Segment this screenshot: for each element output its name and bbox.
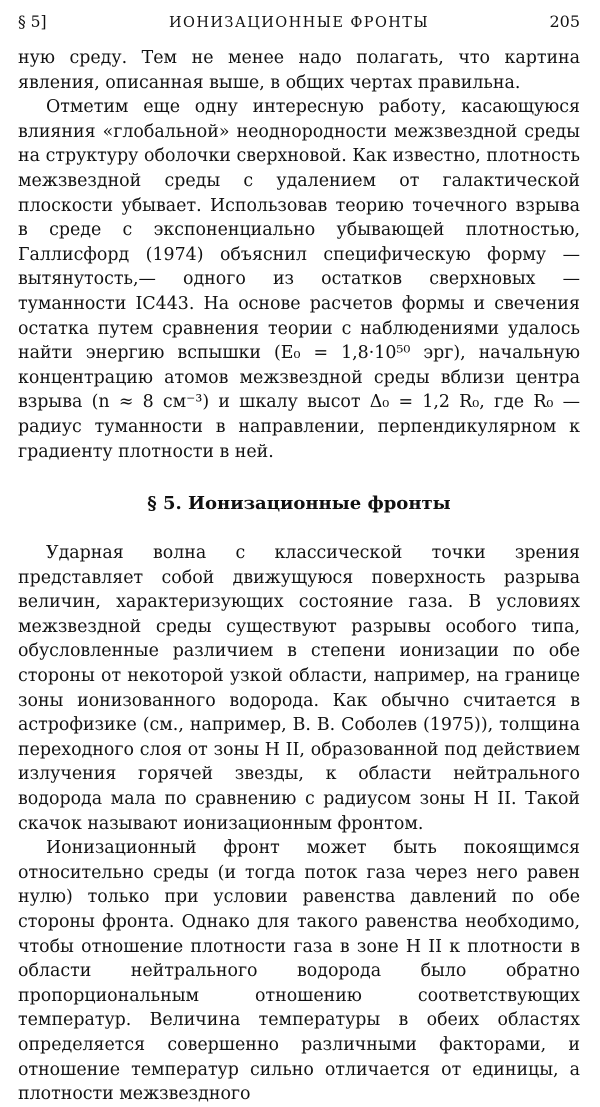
section-heading: § 5. Ионизационные фронты — [147, 493, 451, 515]
book-page — [18, 12, 580, 1107]
paragraph-gallisford: Отметим еще одну интересную работу, касающуюся влияния «глобальной» неоднородности межзвездной среды на структуру оболочки сверхновой. Как известно, плотность межзвездной среды с удалением от галактической плоскости убывает. Использовав теорию точечного взрыва в среде с экспоненциально убывающей плотностью, Галлисфорд (1974) объяснил специфическую форму — вытянутость,— одного из остатков сверхновых — туманности IC443. На основе расчетов формы и свечения остатка путем сравнения теории с наблюдениями удалось найти энергию вспышки (E₀ = 1,8·10⁵⁰ эрг), начальную концентрацию атомов межзвездной среды вблизи центра взрыва (n ≈ 8 см⁻³) и шкалу высот Δ₀ = 1,2 R₀, где R₀ — радиус туманности в направлении, перпендикулярном к градиенту плотности в ней. — [18, 97, 580, 462]
running-title: ИОНИЗАЦИОННЫЕ ФРОНТЫ — [168, 15, 430, 31]
running-header — [18, 12, 580, 46]
paragraph-continuation: ную среду. Тем не менее надо полагать, что картина явления, описанная выше, в общих чертах правильна. — [18, 48, 580, 93]
paragraph-ionization-front: Ионизационный фронт может быть покоящимся относительно среды (и тогда поток газа через него равен нулю) только при условии равенства давлений по обе стороны фронта. Однако для такого равенства необходимо, чтобы отношение плотности газа в зоне H II к плотности в области нейтрального водорода было обратно пропорциональным отношению соответствующих температур. Величина температуры в обеих областях определяется совершенно различными факторами, и отношение температур сильно отличается от единицы, а плотности межзвездного — [18, 838, 580, 1105]
paragraph-shock-wave: Ударная волна с классической точки зрения представляет собой движущуюся поверхность разрыва величин, характеризующих состояние газа. В условиях межзвездной среды существуют разрывы особого типа, обусловленные различием в степени ионизации по обе стороны от некоторой узкой области, например, на границе зоны ионизованного водорода. Как обычно считается в астрофизике (см., например, В. В. Соболев (1975)), толщина переходного слоя от зоны H II, образованной под действием излучения горячей звезды, к области нейтрального водорода мала по сравнению с радиусом зоны H II. Такой скачок называют ионизационным фронтом. — [18, 543, 580, 834]
section-mark: § 5] — [18, 13, 47, 31]
page-number: 205 — [549, 12, 580, 31]
